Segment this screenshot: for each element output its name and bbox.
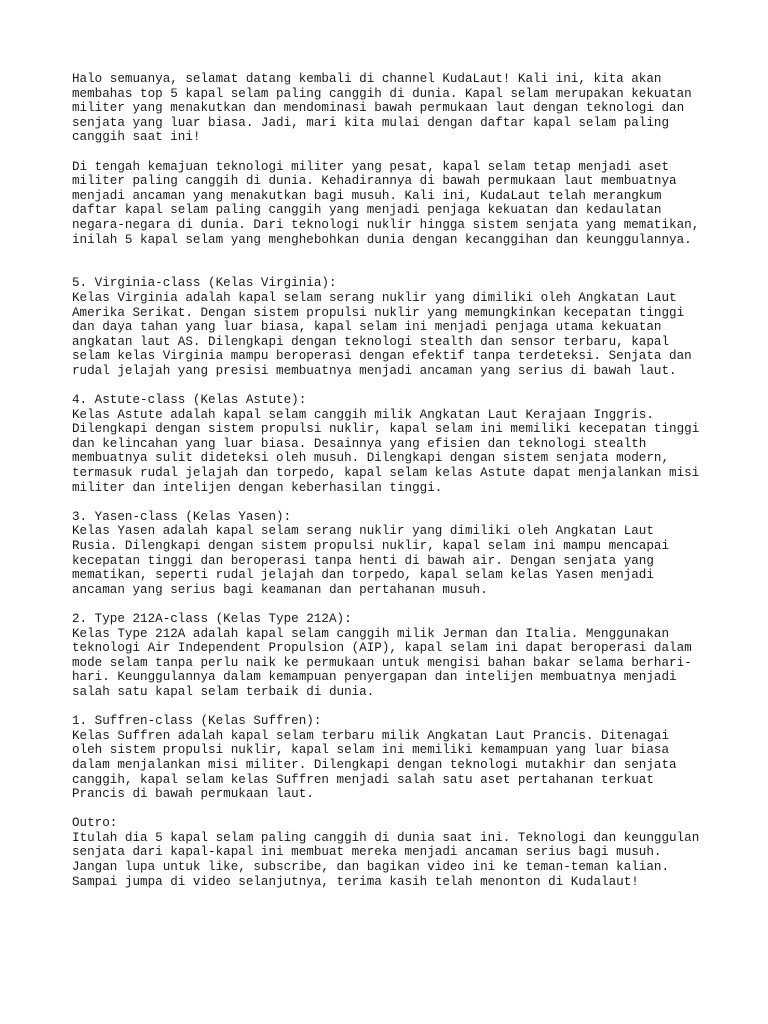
text-line: canggih, kapal selam kelas Suffren menjadi salah satu aset pertahanan terkuat	[72, 772, 654, 787]
text-line: dan kelincahan yang luar biasa. Desainnya yang efisien dan teknologi stealth	[72, 436, 647, 451]
text-line: Prancis di bawah permukaan laut.	[72, 787, 314, 802]
section-suffren	[72, 714, 712, 802]
section-astute	[72, 393, 712, 495]
text-line: Dilengkapi dengan sistem propulsi nuklir, kapal selam ini memiliki kecepatan tinggi	[72, 422, 700, 437]
text-line: Kelas Yasen adalah kapal selam serang nuklir yang dimiliki oleh Angkatan Laut	[72, 524, 654, 539]
text-line: canggih saat ini!	[72, 130, 201, 145]
text-line: teknologi Air Independent Propulsion (AIP), kapal selam ini dapat beroperasi dalam	[72, 641, 692, 656]
intro-paragraph-2	[72, 160, 712, 248]
text-line: Halo semuanya, selamat datang kembali di channel KudaLaut! Kali ini, kita akan	[72, 72, 662, 86]
text-line: kecepatan tinggi dan beroperasi tanpa henti di bawah air. Dengan senjata yang	[72, 553, 654, 568]
text-line: rudal jelajah yang presisi membuatnya menjadi ancaman yang serius di bawah laut.	[72, 363, 677, 378]
text-line: Kelas Astute adalah kapal selam canggih milik Angkatan Laut Kerajaan Inggris.	[72, 407, 654, 422]
text-line: senjata yang luar biasa. Jadi, mari kita mulai dengan daftar kapal selam paling	[72, 115, 670, 130]
text-line: angkatan laut AS. Dilengkapi dengan teknologi stealth dan sensor terbaru, kapal	[72, 334, 670, 349]
blank-line	[72, 262, 712, 277]
text-line: ancaman yang serius bagi keamanan dan pertahanan musuh.	[72, 582, 488, 597]
text-line: Rusia. Dilengkapi dengan sistem propulsi nuklir, kapal selam ini mampu mencapai	[72, 539, 670, 553]
text-line: Itulah dia 5 kapal selam paling canggih di dunia saat ini. Teknologi dan keunggulan	[72, 830, 700, 845]
text-line: Sampai jumpa di video selanjutnya, terima kasih telah menonton di Kudalaut!	[72, 874, 639, 889]
text-line: Jangan lupa untuk like, subscribe, dan bagikan video ini ke teman-teman kalian.	[72, 860, 670, 875]
text-line: Kelas Suffren adalah kapal selam terbaru milik Angkatan Laut Prancis. Ditenagai	[72, 728, 670, 743]
section-heading: 5. Virginia-class (Kelas Virginia):	[72, 276, 337, 291]
intro-paragraph-1	[72, 72, 712, 145]
text-line: senjata dari kapal-kapal ini membuat mereka menjadi ancaman serius bagi musuh.	[72, 845, 662, 860]
section-heading: 3. Yasen-class (Kelas Yasen):	[72, 509, 292, 524]
section-type-212a	[72, 612, 712, 700]
text-line: Kelas Virginia adalah kapal selam serang nuklir yang dimiliki oleh Angkatan Laut	[72, 290, 677, 305]
text-line: negara-negara di dunia. Dari teknologi nuklir hingga sistem senjata yang mematikan,	[72, 217, 700, 232]
text-line: daftar kapal selam paling canggih yang menjadi penjaga kekuatan dan kedaulatan	[72, 203, 662, 218]
section-heading: 4. Astute-class (Kelas Astute):	[72, 393, 307, 408]
text-line: inilah 5 kapal selam yang menghebohkan dunia dengan kecanggihan dan keunggulannya.	[72, 232, 692, 247]
section-heading: 1. Suffren-class (Kelas Suffren):	[72, 714, 322, 729]
text-line: dalam menjalankan misi militer. Dilengkapi dengan teknologi mutakhir dan senjata	[72, 757, 677, 772]
section-heading: 2. Type 212A-class (Kelas Type 212A):	[72, 611, 352, 626]
text-line: hari. Keunggulannya dalam kemampuan penyergapan dan intelijen membuatnya menjadi	[72, 670, 677, 685]
section-yasen	[72, 510, 712, 598]
section-heading: Outro:	[72, 816, 118, 831]
document-page	[72, 72, 712, 904]
text-line: militer paling canggih di dunia. Kehadirannya di bawah permukaan laut membuatnya	[72, 174, 677, 189]
text-line: Kelas Type 212A adalah kapal selam canggih milik Jerman dan Italia. Menggunakan	[72, 626, 670, 641]
text-line: mode selam tanpa perlu naik ke permukaan untuk mengisi bahan bakar selama berhari-	[72, 655, 692, 670]
text-line: Amerika Serikat. Dengan sistem propulsi nuklir yang memungkinkan kecepatan tinggi	[72, 305, 685, 320]
text-line: menjadi ancaman yang menakutkan bagi musuh. Kali ini, KudaLaut telah merangkum	[72, 188, 662, 203]
text-line: salah satu kapal selam terbaik di dunia.	[72, 684, 375, 699]
text-line: oleh sistem propulsi nuklir, kapal selam ini memiliki kemampuan yang luar biasa	[72, 743, 670, 758]
section-outro	[72, 816, 712, 889]
text-line: termasuk rudal jelajah dan torpedo, kapal selam kelas Astute dapat menjalankan misi	[72, 466, 700, 481]
text-line: militer dan intelijen dengan keberhasilan tinggi.	[72, 480, 443, 495]
text-line: dan daya tahan yang luar biasa, kapal selam ini menjadi penjaga utama kekuatan	[72, 320, 662, 335]
text-line: membuatnya sulit dideteksi oleh musuh. Dilengkapi dengan sistem senjata modern,	[72, 451, 670, 466]
section-virginia	[72, 276, 712, 378]
text-line: militer yang menakutkan dan mendominasi bawah permukaan laut dengan teknologi dan	[72, 101, 685, 116]
text-line: membahas top 5 kapal selam paling canggih di dunia. Kapal selam merupakan kekuatan	[72, 86, 692, 101]
text-line: selam kelas Virginia mampu beroperasi dengan efektif tanpa terdeteksi. Senjata dan	[72, 349, 692, 364]
text-line: mematikan, seperti rudal jelajah dan torpedo, kapal selam kelas Yasen menjadi	[72, 568, 654, 583]
text-line: Di tengah kemajuan teknologi militer yang pesat, kapal selam tetap menjadi aset	[72, 159, 670, 174]
